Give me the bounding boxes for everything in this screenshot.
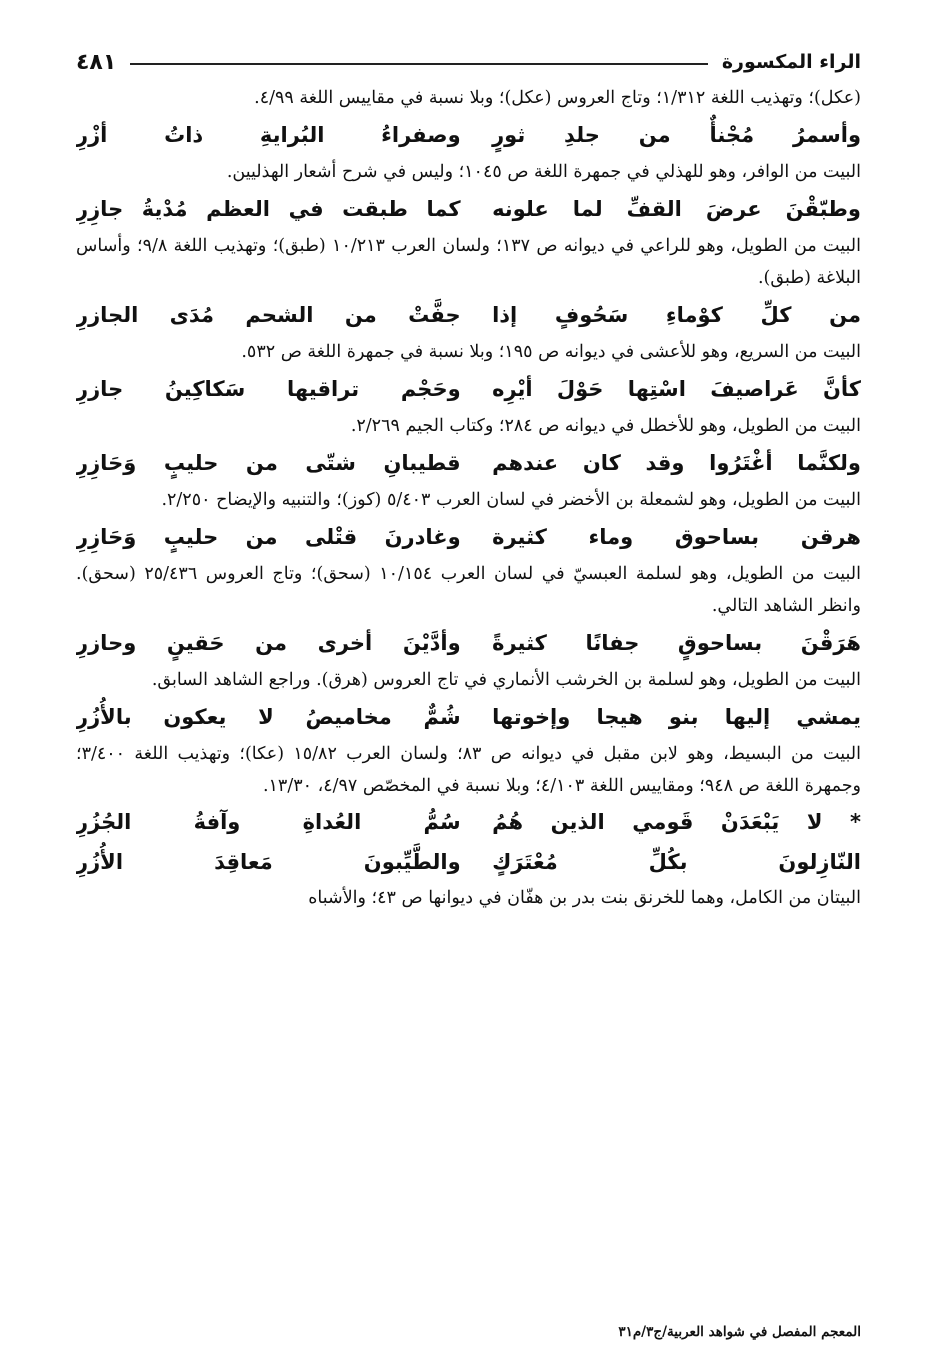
chapter-title: الراء المكسورة: [721, 51, 861, 73]
verse-line: [76, 516, 861, 558]
hemistich-first: * لا يَبْعَدَنْ قَومي الذين هُمُ: [492, 810, 861, 834]
commentary-paragraph: البيت من الطويل، وهو للأخطل في ديوانه ص ٢٨٤؛ وكتاب الجيم ٢/٢٦٩.: [350, 416, 861, 436]
commentary-paragraph: البيت من السريع، وهو للأعشى في ديوانه ص ١٩٥؛ وبلا نسبة في جمهرة اللغة ص ٥٣٢.: [241, 342, 861, 362]
hemistich-second: وحَجْم تراقيها سَكاكِينُ جازرِ: [76, 377, 461, 401]
hemistich-first: من كلِّ كوْماءِ سَحُوفٍ إذا: [492, 303, 861, 327]
hemistich-second: وصفراءُ البُرايةِ ذاتُ أزْرِ: [76, 123, 461, 147]
hemistich-first: كأنَّ عَراصيفَ اسْتِها حَوْلَ أيْرِه: [492, 377, 861, 401]
commentary-paragraph: البيت من البسيط، وهو لابن مقبل في ديوانه ص ٨٣؛ ولسان العرب ١٥/٨٢ (عكا)؛ وتهذيب اللغة ٣/٤٠٠؛ وجمهرة اللغة ص ٩٤٨؛ ومقاييس اللغة ٤/١٠٣؛ وبلا نسبة في المخصّص ٤/٩٧، ١٣/٣٠.: [76, 744, 861, 796]
hemistich-second: جفَّتْ من الشحم مُدَى الجازرِ: [76, 303, 461, 327]
hemistich-first: وأسمرُ مُجْنأٌ من جلدِ ثورٍ: [492, 123, 861, 147]
header-rule: [130, 63, 708, 65]
verse-line: [76, 368, 861, 410]
hemistich-second: كما طبقت في العظم مُدْيةُ جازِرِ: [76, 197, 461, 221]
hemistich-second: سُمُّ العُداةِ وآفةُ الجُزُرِ: [76, 810, 461, 834]
commentary-paragraph: البيت من الطويل، وهو لشمعلة بن الأخضر في لسان العرب ٥/٤٠٣ (كوز)؛ والتنبيه والإيضاح ٢/٢٥٠.: [161, 490, 861, 510]
signature-footer: المعجم المفصل في شواهد العربية/ج٣/م٣١: [618, 1324, 861, 1340]
verse-line: [76, 294, 861, 336]
commentary-paragraph: البيتان من الكامل، وهما للخرنق بنت بدر بن هفّان في ديوانها ص ٤٣؛ والأشباه: [308, 888, 861, 908]
verse-line: [76, 442, 861, 484]
hemistich-first: النّازِلونَ بكُلِّ مُعْتَرَكٍ: [492, 850, 861, 874]
commentary-paragraph: البيت من الطويل، وهو لسلمة بن الخرشب الأنماري في تاج العروس (هرق). وراجع الشاهد السابق.: [151, 670, 861, 690]
running-head: [76, 42, 861, 82]
hemistich-first: وطبّقْنَ عرضَ القفِّ لما علونه: [492, 197, 861, 221]
commentary-paragraph: (عكل)؛ وتهذيب اللغة ١/٣١٢؛ وتاج العروس (عكل)؛ وبلا نسبة في مقاييس اللغة ٤/٩٩.: [254, 88, 861, 108]
hemistich-first: يمشي إليها بنو هيجا وإخوتها: [492, 705, 861, 729]
hemistich-second: والطَّيِّبونَ مَعاقِدَ الأُزُرِ: [76, 850, 461, 874]
verse-line: [76, 188, 861, 230]
hemistich-second: وغادرنَ قتْلى من حليبٍ وَحَازِرِ: [76, 525, 461, 549]
verse-line: [76, 842, 861, 882]
hemistich-second: قطيبانِ شتّى من حليبٍ وَحَازِرِ: [76, 451, 461, 475]
hemistich-first: هرقن بساحوق وماء كثيرة: [492, 525, 861, 549]
commentary-paragraph: البيت من الطويل، وهو للراعي في ديوانه ص ١٣٧؛ ولسان العرب ١٠/٢١٣ (طبق)؛ وتهذيب اللغة ٩/٨؛ وأساس البلاغة (طبق).: [76, 236, 861, 288]
verse-line: [76, 696, 861, 738]
commentary-paragraph: البيت من الوافر، وهو للهذلي في جمهرة اللغة ص ١٠٤٥؛ وليس في شرح أشعار الهذليين.: [226, 162, 861, 182]
commentary-paragraph: البيت من الطويل، وهو لسلمة العبسيّ في لسان العرب ١٠/١٥٤ (سحق)؛ وتاج العروس ٢٥/٤٣٦ (سحق). وانظر الشاهد التالي.: [76, 564, 861, 616]
hemistich-first: ولكنَّما أغْتَرُوا وقد كان عندهم: [492, 451, 861, 475]
hemistich-second: وأدَّيْنَ أخرى من حَقينٍ وحازرِ: [76, 631, 461, 655]
hemistich-first: هَرَقْنَ بساحوقٍ جفانًا كثيرةً: [492, 631, 861, 655]
page-number: ٤٨١: [76, 49, 117, 75]
verse-line: [76, 114, 861, 156]
entries-body: [76, 82, 861, 914]
verse-line: [76, 622, 861, 664]
verse-line: [76, 802, 861, 842]
hemistich-second: شُمٌّ مخاميصُ لا يعكون بالأُزُرِ: [76, 705, 461, 729]
